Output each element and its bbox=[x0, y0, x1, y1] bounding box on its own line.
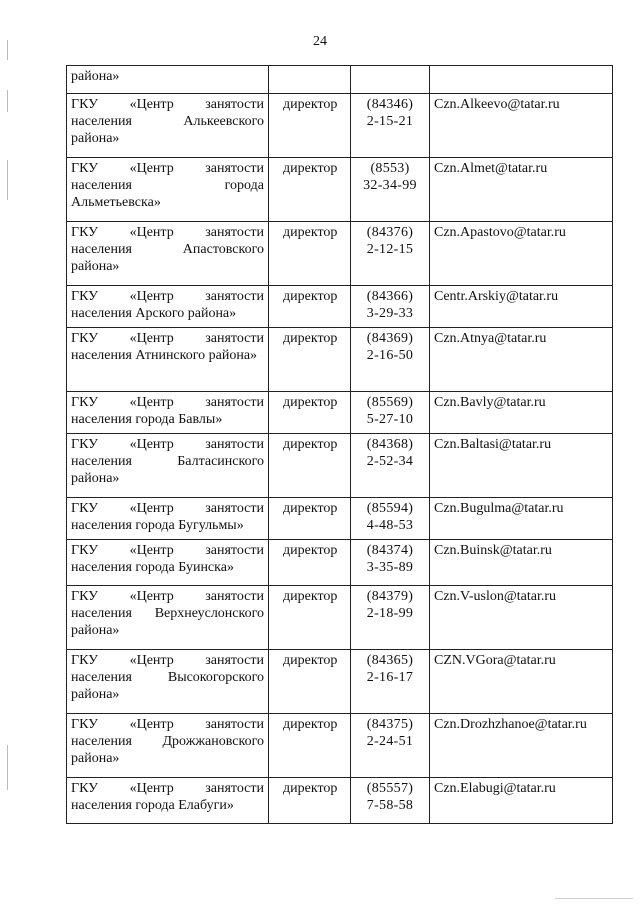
email-cell: Czn.Elabugi@tatar.ru bbox=[430, 778, 613, 824]
phone-cell bbox=[351, 286, 430, 328]
table-row bbox=[67, 650, 613, 714]
organization-cell: ГКУ «Центр занятости населения города Буинска» bbox=[67, 540, 269, 586]
email-cell: Czn.Alkeevo@tatar.ru bbox=[430, 94, 613, 158]
phone-cell bbox=[351, 650, 430, 714]
phone-code: (8553) bbox=[370, 161, 410, 176]
position-cell: директор bbox=[269, 586, 351, 650]
phone-cell bbox=[351, 540, 430, 586]
position-cell: директор bbox=[269, 650, 351, 714]
phone-code: (84375) bbox=[366, 717, 414, 732]
scan-margin-mark bbox=[7, 90, 8, 112]
phone-cell bbox=[351, 434, 430, 498]
phone-number: 2-16-17 bbox=[366, 670, 414, 685]
position-cell: директор bbox=[269, 94, 351, 158]
table-row bbox=[67, 498, 613, 540]
position-cell: директор bbox=[269, 540, 351, 586]
phone-number: 3-35-89 bbox=[366, 560, 414, 575]
phone-code: (84374) bbox=[366, 543, 414, 558]
organization-cell: ГКУ «Центр занятости населения Высокогорского района» bbox=[67, 650, 269, 714]
phone-cell bbox=[351, 328, 430, 392]
phone-cell bbox=[351, 778, 430, 824]
table-row bbox=[67, 94, 613, 158]
phone-code: (85594) bbox=[366, 501, 414, 516]
organization-cell: ГКУ «Центр занятости населения города Альметьевска» bbox=[67, 158, 269, 222]
phone-code: (84379) bbox=[366, 589, 414, 604]
phone-code: (84369) bbox=[366, 331, 414, 346]
email-cell: Czn.Buinsk@tatar.ru bbox=[430, 540, 613, 586]
phone-number: 2-16-50 bbox=[366, 348, 414, 363]
phone-cell bbox=[351, 222, 430, 286]
scan-margin-mark bbox=[7, 40, 8, 60]
position-cell: директор bbox=[269, 714, 351, 778]
email-cell: CZN.VGora@tatar.ru bbox=[430, 650, 613, 714]
phone-cell bbox=[351, 66, 430, 94]
position-cell: директор bbox=[269, 158, 351, 222]
email-cell: Czn.Bavly@tatar.ru bbox=[430, 392, 613, 434]
email-cell: Czn.V-uslon@tatar.ru bbox=[430, 586, 613, 650]
phone-cell bbox=[351, 94, 430, 158]
position-cell: директор bbox=[269, 286, 351, 328]
position-cell: директор bbox=[269, 328, 351, 392]
table-row bbox=[67, 158, 613, 222]
table-row bbox=[67, 66, 613, 94]
email-cell: Czn.Apastovo@tatar.ru bbox=[430, 222, 613, 286]
contacts-table-body bbox=[67, 66, 613, 824]
email-cell bbox=[430, 66, 613, 94]
phone-code: (84346) bbox=[366, 97, 414, 112]
phone-code: (84376) bbox=[366, 225, 414, 240]
organization-cell: ГКУ «Центр занятости населения Атнинского района» bbox=[67, 328, 269, 392]
table-row bbox=[67, 328, 613, 392]
table-row bbox=[67, 222, 613, 286]
position-cell: директор bbox=[269, 392, 351, 434]
organization-cell: района» bbox=[67, 66, 269, 94]
page-number: 24 bbox=[313, 34, 327, 49]
phone-code: (85569) bbox=[366, 395, 414, 410]
scan-footer-line bbox=[555, 898, 633, 899]
table-row bbox=[67, 540, 613, 586]
organization-cell: ГКУ «Центр занятости населения города Бугульмы» bbox=[67, 498, 269, 540]
phone-cell bbox=[351, 714, 430, 778]
phone-code: (85557) bbox=[366, 781, 414, 796]
phone-code: (84368) bbox=[366, 437, 414, 452]
table-row bbox=[67, 286, 613, 328]
phone-number: 2-52-34 bbox=[366, 454, 414, 469]
position-cell: директор bbox=[269, 222, 351, 286]
scan-margin-mark bbox=[7, 745, 8, 790]
email-cell: Centr.Arskiy@tatar.ru bbox=[430, 286, 613, 328]
phone-number: 2-12-15 bbox=[366, 242, 414, 257]
table-row bbox=[67, 714, 613, 778]
organization-cell: ГКУ «Центр занятости населения Дрожжановского района» bbox=[67, 714, 269, 778]
phone-cell bbox=[351, 158, 430, 222]
phone-number: 4-48-53 bbox=[366, 518, 414, 533]
table-row bbox=[67, 434, 613, 498]
phone-cell bbox=[351, 498, 430, 540]
position-cell: директор bbox=[269, 778, 351, 824]
position-cell bbox=[269, 66, 351, 94]
position-cell: директор bbox=[269, 434, 351, 498]
contacts-table bbox=[66, 65, 613, 824]
phone-number: 32-34-99 bbox=[363, 178, 417, 193]
phone-number: 7-58-58 bbox=[366, 798, 414, 813]
organization-cell: ГКУ «Центр занятости населения Апастовского района» bbox=[67, 222, 269, 286]
phone-number: 5-27-10 bbox=[366, 412, 414, 427]
email-cell: Czn.Bugulma@tatar.ru bbox=[430, 498, 613, 540]
organization-cell: ГКУ «Центр занятости населения города Бавлы» bbox=[67, 392, 269, 434]
table-row bbox=[67, 586, 613, 650]
phone-number: 2-15-21 bbox=[366, 114, 414, 129]
phone-number: 2-24-51 bbox=[366, 734, 414, 749]
phone-cell bbox=[351, 392, 430, 434]
phone-code: (84365) bbox=[366, 653, 414, 668]
organization-cell: ГКУ «Центр занятости населения Алькеевского района» bbox=[67, 94, 269, 158]
table-row bbox=[67, 778, 613, 824]
email-cell: Czn.Drozhzhanoe@tatar.ru bbox=[430, 714, 613, 778]
phone-code: (84366) bbox=[366, 289, 414, 304]
organization-cell: ГКУ «Центр занятости населения города Елабуги» bbox=[67, 778, 269, 824]
table-row bbox=[67, 392, 613, 434]
position-cell: директор bbox=[269, 498, 351, 540]
email-cell: Czn.Baltasi@tatar.ru bbox=[430, 434, 613, 498]
email-cell: Czn.Almet@tatar.ru bbox=[430, 158, 613, 222]
phone-number: 3-29-33 bbox=[366, 306, 414, 321]
phone-cell bbox=[351, 586, 430, 650]
email-cell: Czn.Atnya@tatar.ru bbox=[430, 328, 613, 392]
organization-cell: ГКУ «Центр занятости населения Балтасинского района» bbox=[67, 434, 269, 498]
phone-number: 2-18-99 bbox=[366, 606, 414, 621]
scan-margin-mark bbox=[7, 160, 8, 200]
organization-cell: ГКУ «Центр занятости населения Верхнеуслонского района» bbox=[67, 586, 269, 650]
organization-cell: ГКУ «Центр занятости населения Арского района» bbox=[67, 286, 269, 328]
